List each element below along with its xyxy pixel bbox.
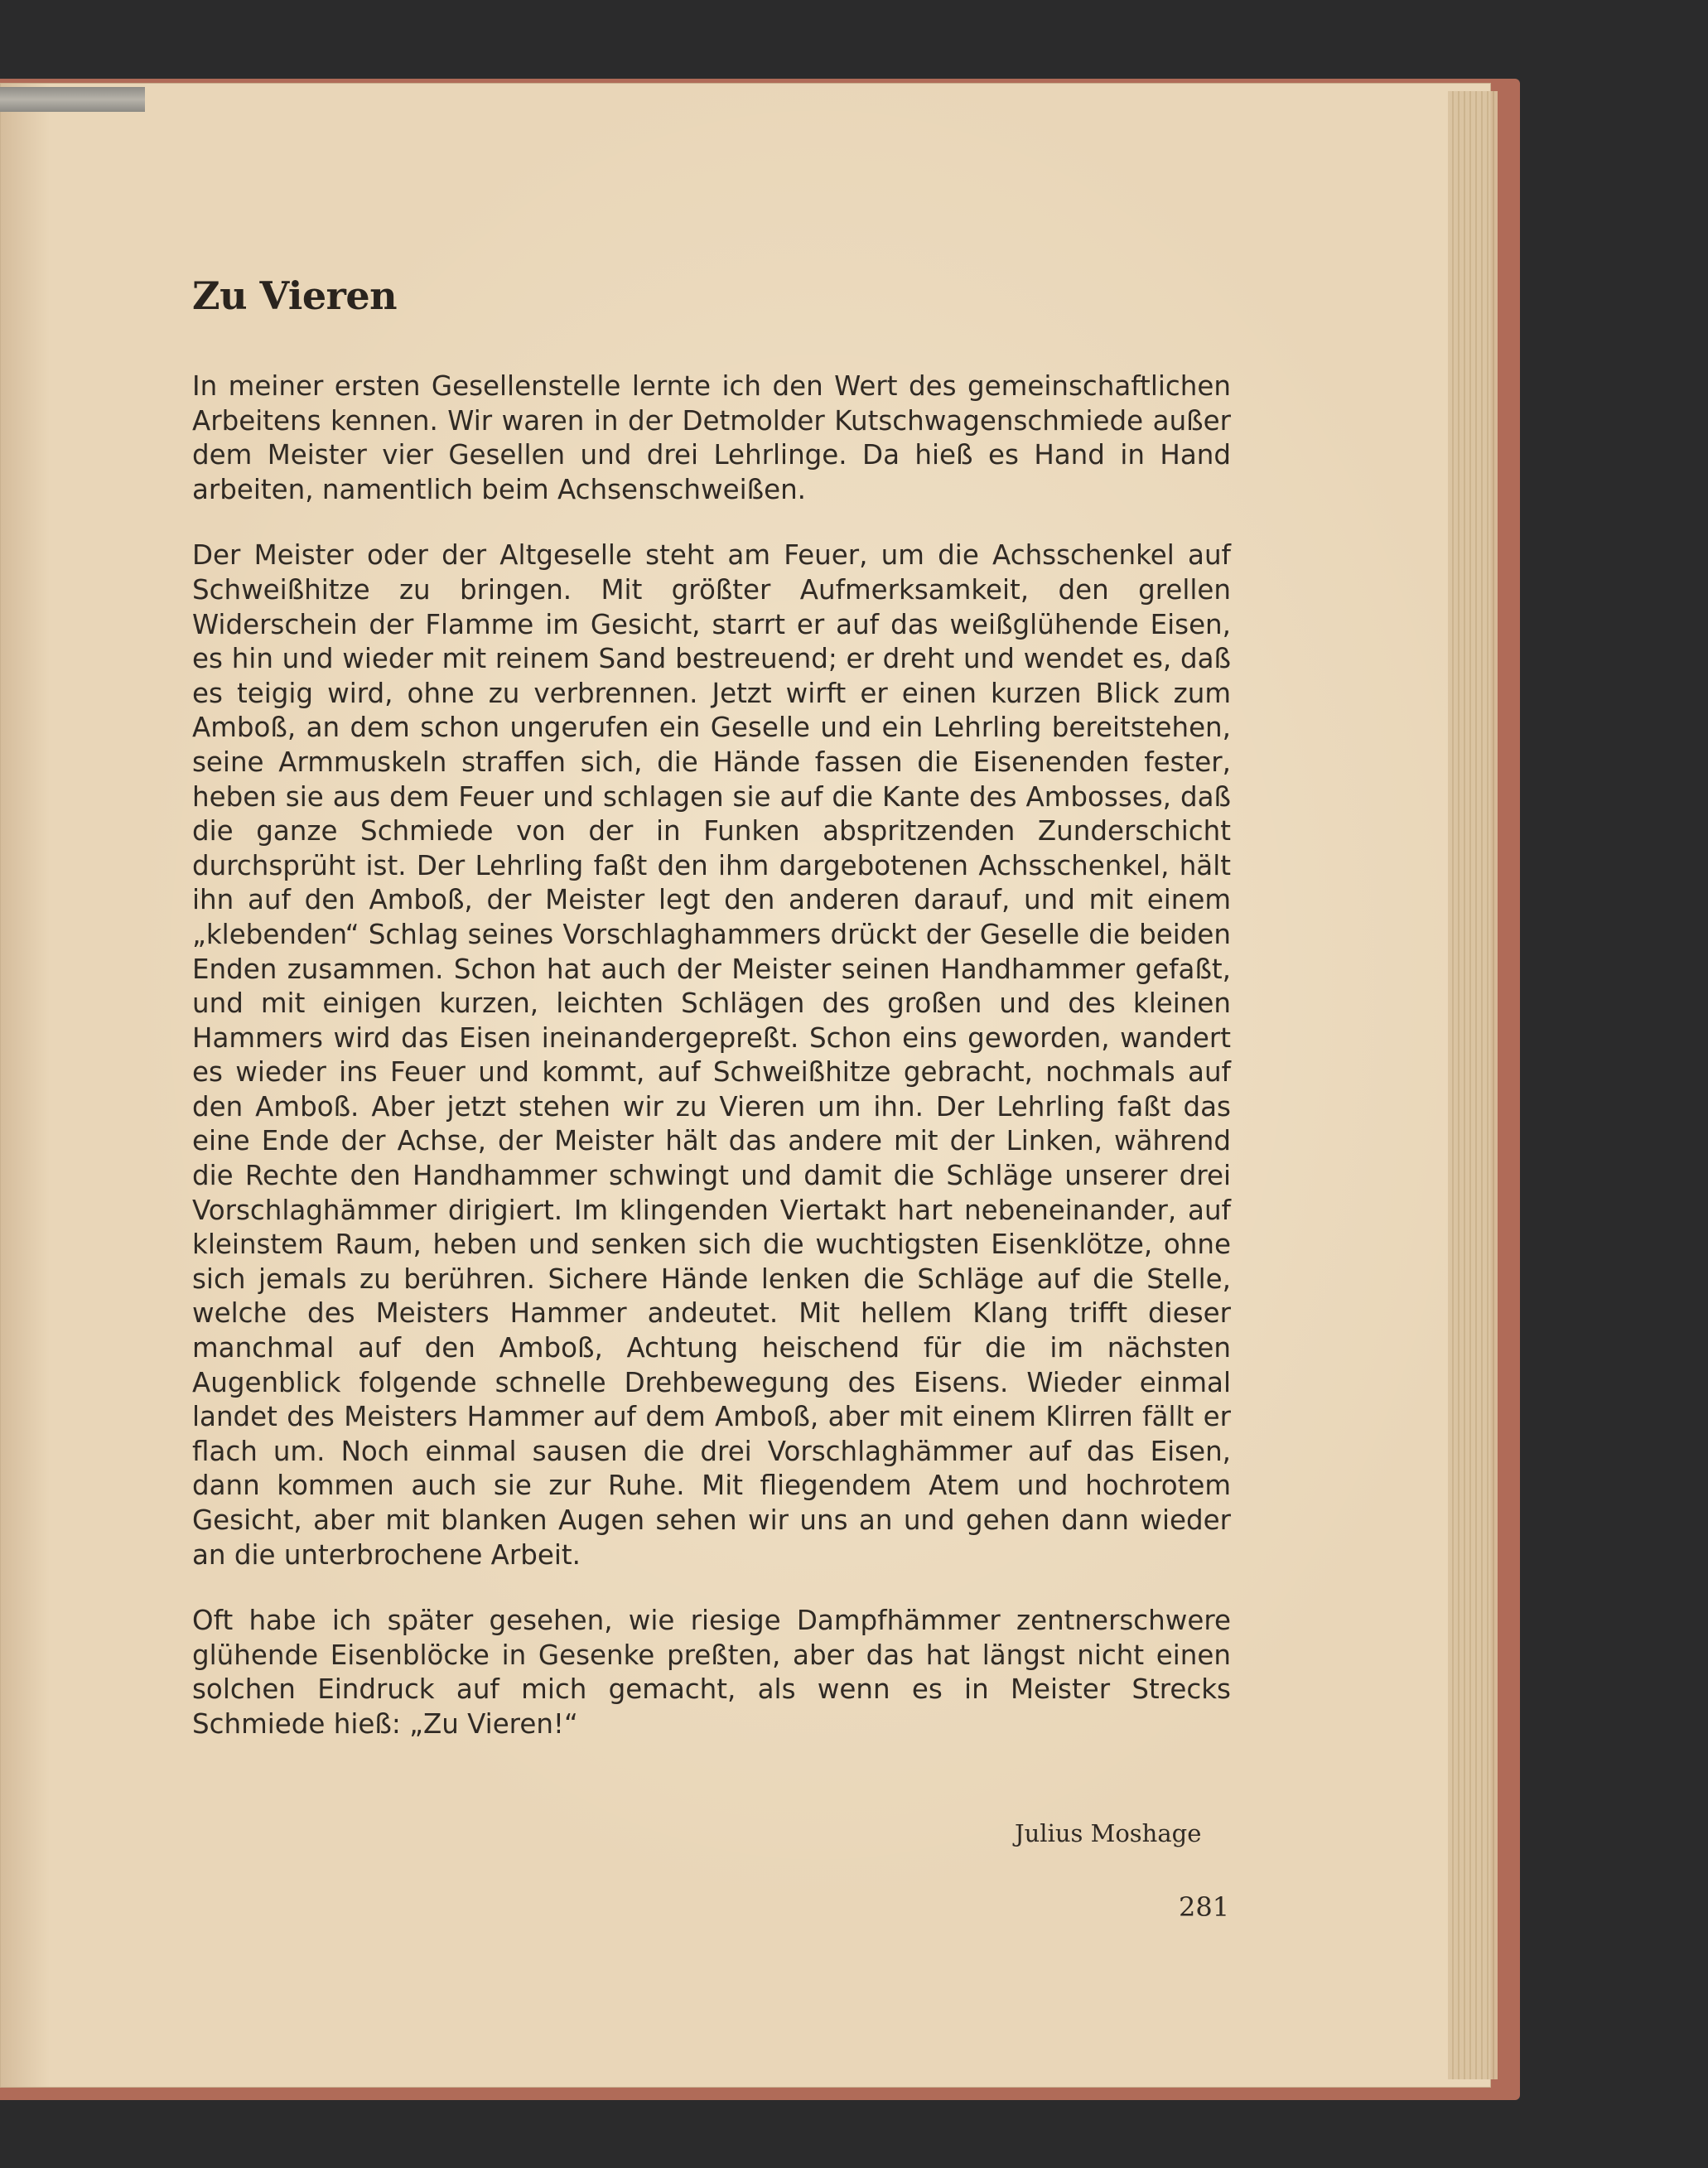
- page-number: 281: [1179, 1891, 1230, 1923]
- page-text-block: [192, 273, 1231, 1774]
- paragraph-2: Der Meister oder der Altgeselle steht am Feuer, um die Achsschenkel auf Schweißhitze zu bringen. Mit größter Aufmerksamkeit, den grellen Widerschein der Flamme im Gesicht, starrt er auf das weißglühende Eisen, es hin und wieder mit reinem Sand bestreuend; er dreht und wendet es, daß es teigig wird, ohne zu verbrennen. Jetzt wirft er einen kurzen Blick zum Amboß, an dem schon ungerufen ein Geselle und ein Lehrling bereitstehen, seine Armmuskeln straffen sich, die Hände fassen die Eisenenden fester, heben sie aus dem Feuer und schlagen sie auf die Kante des Ambosses, daß die ganze Schmiede von der in Funken abspritzenden Zunderschicht durchsprüht ist. Der Lehrling faßt den ihm dargebotenen Achsschenkel, hält ihn auf den Amboß, der Meister legt den anderen darauf, und mit einem „klebenden“ Schlag seines Vorschlaghammers drückt der Geselle die beiden Enden zusammen. Schon hat auch der Meister seinen Handhammer gefaßt, und mit einigen kurzen, leichten Schlägen des großen und des kleinen Hammers wird das Eisen ineinandergepreßt. Schon eins geworden, wandert es wieder ins Feuer und kommt, auf Schweißhitze gebracht, nochmals auf den Amboß. Aber jetzt stehen wir zu Vieren um ihn. Der Lehrling faßt das eine Ende der Achse, der Meister hält das andere mit der Linken, während die Rechte den Handhammer schwingt und damit die Schläge unserer drei Vorschlaghämmer dirigiert. Im klingenden Viertakt hart nebeneinander, auf kleinstem Raum, heben und senken sich die wuchtigsten Eisenklötze, ohne sich jemals zu berühren. Sichere Hände lenken die Schläge auf die Stelle, welche des Meisters Hammer andeutet. Mit hellem Klang trifft dieser manchmal auf den Amboß, Achtung heischend für die im nächsten Augenblick folgende schnelle Drehbewegung des Eisens. Wieder einmal landet des Meisters Hammer auf dem Amboß, aber mit einem Klirren fällt er flach um. Noch einmal sausen die drei Vorschlaghämmer auf das Eisen, dann kommen auch sie zur Ruhe. Mit fliegendem Atem und hochrotem Gesicht, aber mit blanken Augen sehen wir uns an und gehen dann wieder an die unterbrochene Arbeit.: [192, 539, 1231, 1571]
- author-signature: Julius Moshage: [1015, 1819, 1202, 1847]
- paragraph-3: Oft habe ich später gesehen, wie riesige Dampfhämmer zentnerschwere glühende Eisenblöcke in Gesenke preßten, aber das hat längst nicht einen solchen Eindruck auf mich gemacht, als wenn es in Meister Strecks Schmiede hieß: „Zu Vieren!“: [192, 1605, 1231, 1740]
- page-edges: [1448, 91, 1498, 2079]
- paragraph-1: In meiner ersten Gesellenstelle lernte ich den Wert des gemeinschaftlichen Arbeitens kennen. Wir waren in der Detmolder Kutschwagenschmiede außer dem Meister vier Gesellen und drei Lehrlinge. Da hieß es Hand in Hand arbeiten, namentlich beim Achsenschweißen.: [192, 370, 1231, 505]
- chapter-title: Zu Vieren: [192, 273, 398, 318]
- spine-hinge: [0, 87, 145, 112]
